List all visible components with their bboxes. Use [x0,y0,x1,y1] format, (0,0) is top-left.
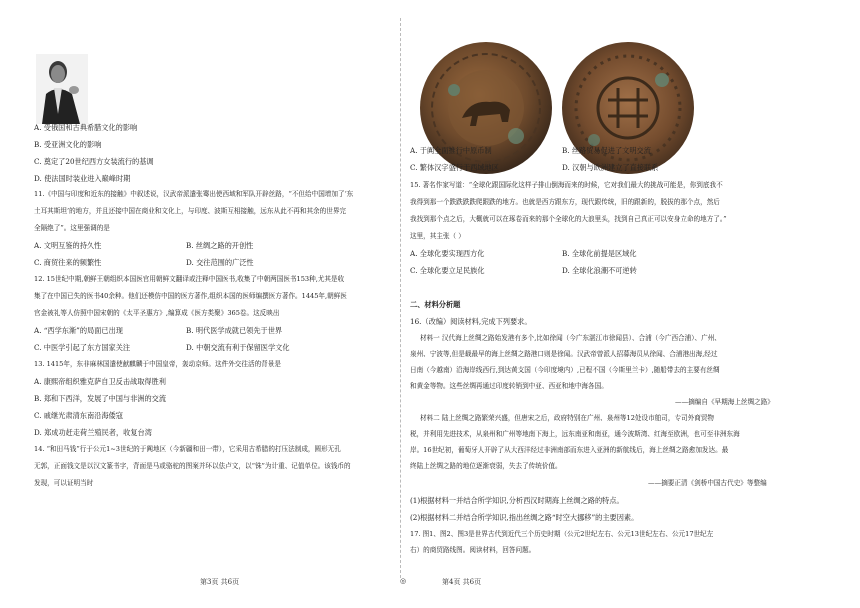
q12-line: 官金被礼等人仿照中国宋朝的《太平圣惠方》,编算成《医方类聚》365卷。这反映出 [34,309,280,317]
q14-option-b: B. 丝路贸易促进了文明交流 [562,146,651,155]
q11-line: 11.《中国与印度和近东的接触》中叙述说，汉武帝派遣张骞出使西域和军队开辟丝路，“不但给中国增加了‘东 [34,190,354,198]
q11-option-b: B. 丝绸之路的开创性 [186,241,254,250]
q16-heading: 16.（改编）阅读材料,完成下列要求。 [410,317,532,326]
q13-line: 13. 1415年，东非麻林国遣使献麒麟于中国皇帝，轰动京师。这件外交往活的背景是 [34,360,281,368]
q11-option-c: C. 商贸往来的频繁性 [34,258,102,267]
q14-line: 发现，可以证明当时 [34,479,94,487]
material-2-line: 材料二 陆上丝绸之路繁荣兴盛，但唐宋之后，政府特别在广州、泉州等12处设市舶司，专司外商贸物 [420,414,715,422]
section-heading: 二、材料分析题 [410,300,461,309]
q13-option-b: B. 郑和下西洋，发展了中国与非洲的交流 [34,394,167,403]
material-2-source: ——摘要正清《剑桥中国古代史》等整编 [648,479,767,487]
q15-option-c: C. 全球化要立足民族化 [410,266,485,275]
material-1-line: 日南（今越南）沿海岸线西行,到达黄支国（今印度境内）,已程不国（今斯里兰卡）,随船带去的主要有丝绸 [410,366,720,374]
q14-option-a: A. 于阗全面推行中原币制 [410,146,492,155]
material-2-line: 岸。16世纪初，葡萄牙人开辟了从大西洋经过非洲南部而东进入亚洲的新航线后，海上丝绸之路愈加发达。最 [410,446,729,454]
q14-option-d: D. 汉朝与欧洲建立了直接联系 [562,163,659,172]
q12-option-b: B. 明代医学成就已领先于世界 [186,326,283,335]
q11-option-a: A. 文明互鉴的持久性 [34,241,102,250]
material-1-line: 材料一 汉代海上丝绸之路始发港有多个,比如徐闻（今广东湛江市徐闻县）、合浦（今广西合浦）、广州、 [420,334,721,342]
material-1-source: ——摘编自《早期海上丝绸之路》 [675,398,774,406]
q14-line: 14. “和田马钱”行于公元1~3世纪的于阗地区（今新疆和田一带），它采用古希腊的打压法制成，圆形无孔 [34,445,341,453]
q12-option-d: D. 中朝交流有利于保留医学文化 [186,343,290,352]
binding-mark-icon: ◎ [400,577,407,585]
q11-line: 全隔绝了”。这里强调的是 [34,224,110,232]
coin-reverse-image [560,40,696,176]
q16-part-1: (1)根据材料一并结合所学知识,分析西汉时期海上丝绸之路的特点。 [410,496,624,505]
q17-line: 右）的商贸路线图。阅读材料，回答问题。 [410,546,536,554]
q15-line: 我得到那一个跌跌跌跌爬跟跌的地方。也就是西方跟东方，现代跟传统，旧的跟新的，脱拔的那个点，然后 [410,198,720,206]
q11-line: 土耳其斯坦’的地方，并且还接中国在商业和文化上，与印度、波斯互相接触，远东从此不再和其余的世界完 [34,207,347,215]
portrait-photo [36,54,88,124]
coin-obverse-image [418,40,554,176]
q12-line: 集了在中国已失的医书40余种。他们还模仿中国的医方著作,组织本国的医师编撰医方著作。1445年,朝鲜医 [34,292,347,300]
q12-option-c: C. 中医学引起了东方国家关注 [34,343,131,352]
q10-option-b: B. 受亚洲文化的影响 [34,140,102,149]
material-2-line: 终陆上丝绸之路的地位逐渐衰弱，失去了传统价值。 [410,462,562,470]
q15-line: 15. 著名作家写道：“全球化跟国际化这样子排山倒海而来的时候，它对我们最大的挑战可能是，你到底我不 [410,181,723,189]
material-1-line: 和黄金等物。这些丝绸再通过印度转销到中亚、西亚和地中海各国。 [410,382,608,390]
left-page-number: 第3页 共6页 [200,578,240,586]
q15-line: 这里，其主张（ ） [410,232,465,240]
q16-part-2: (2)根据材料二并结合所学知识,指出丝绸之路“时空大挪移”的主要因素。 [410,513,639,522]
q13-option-c: C. 戚继光肃清东南沿海倭寇 [34,411,123,420]
q13-option-a: A. 康熙帝组织雅克萨自卫反击战取得胜利 [34,377,166,386]
q14-line: 无郭，正面钱文是以汉文篆书字，背面是马或骆驼的图案并环以佉卢文，以“铢”为计重、记值单位。该钱币的 [34,462,351,470]
q10-option-d: D. 使法国时装业进入巅峰时期 [34,174,131,183]
page-divider [400,18,401,578]
q15-option-b: B. 全球化前提是区域化 [562,249,637,258]
q12-option-a: A. “西学东渐”的局面已出现 [34,326,123,335]
q11-option-d: D. 交往范围的广泛性 [186,258,254,267]
q13-option-d: D. 郑成功赶走荷兰殖民者，收复台湾 [34,428,152,437]
q10-option-a: A. 受俄国和古典希腊文化的影响 [34,123,138,132]
material-1-line: 泉州、宁波等,但是载最早的海上丝绸之路港口则是徐闻。汉武帝曾派人招募海员从徐闻、合浦港出海,经过 [410,350,718,358]
q14-option-c: C. 繁体汉字盛行于西域地区 [410,163,499,172]
q15-option-d: D. 全球化浪潮不可逆转 [562,266,637,275]
q15-line: 我找到那个点之后，大概就可以在琢卷而来的那个全球化的大浪里头，找到自己真正可以安身立命的地方了。” [410,215,727,223]
material-2-line: 税，并利用先进技术，从泉州和广州等地南下海上，远东南亚和南亚，通今波斯湾、红海至欧洲，也可至非洲东海 [410,430,740,438]
q17-line: 17. 图1、图2、图3是世界古代到近代三个历史时期（公元2世纪左右、公元13世纪左右、公元17世纪左 [410,530,714,538]
q10-option-c: C. 奠定了20世纪西方女装流行的基调 [34,157,154,166]
right-page-number: 第4页 共6页 [442,578,482,586]
q12-line: 12. 15世纪中期,朝鲜王朝组织本国医官用朝鲜文翻译或注释中国医书,收集了中朝两国医书153种,尤其是收 [34,275,345,283]
q15-option-a: A. 全球化要实现西方化 [410,249,485,258]
